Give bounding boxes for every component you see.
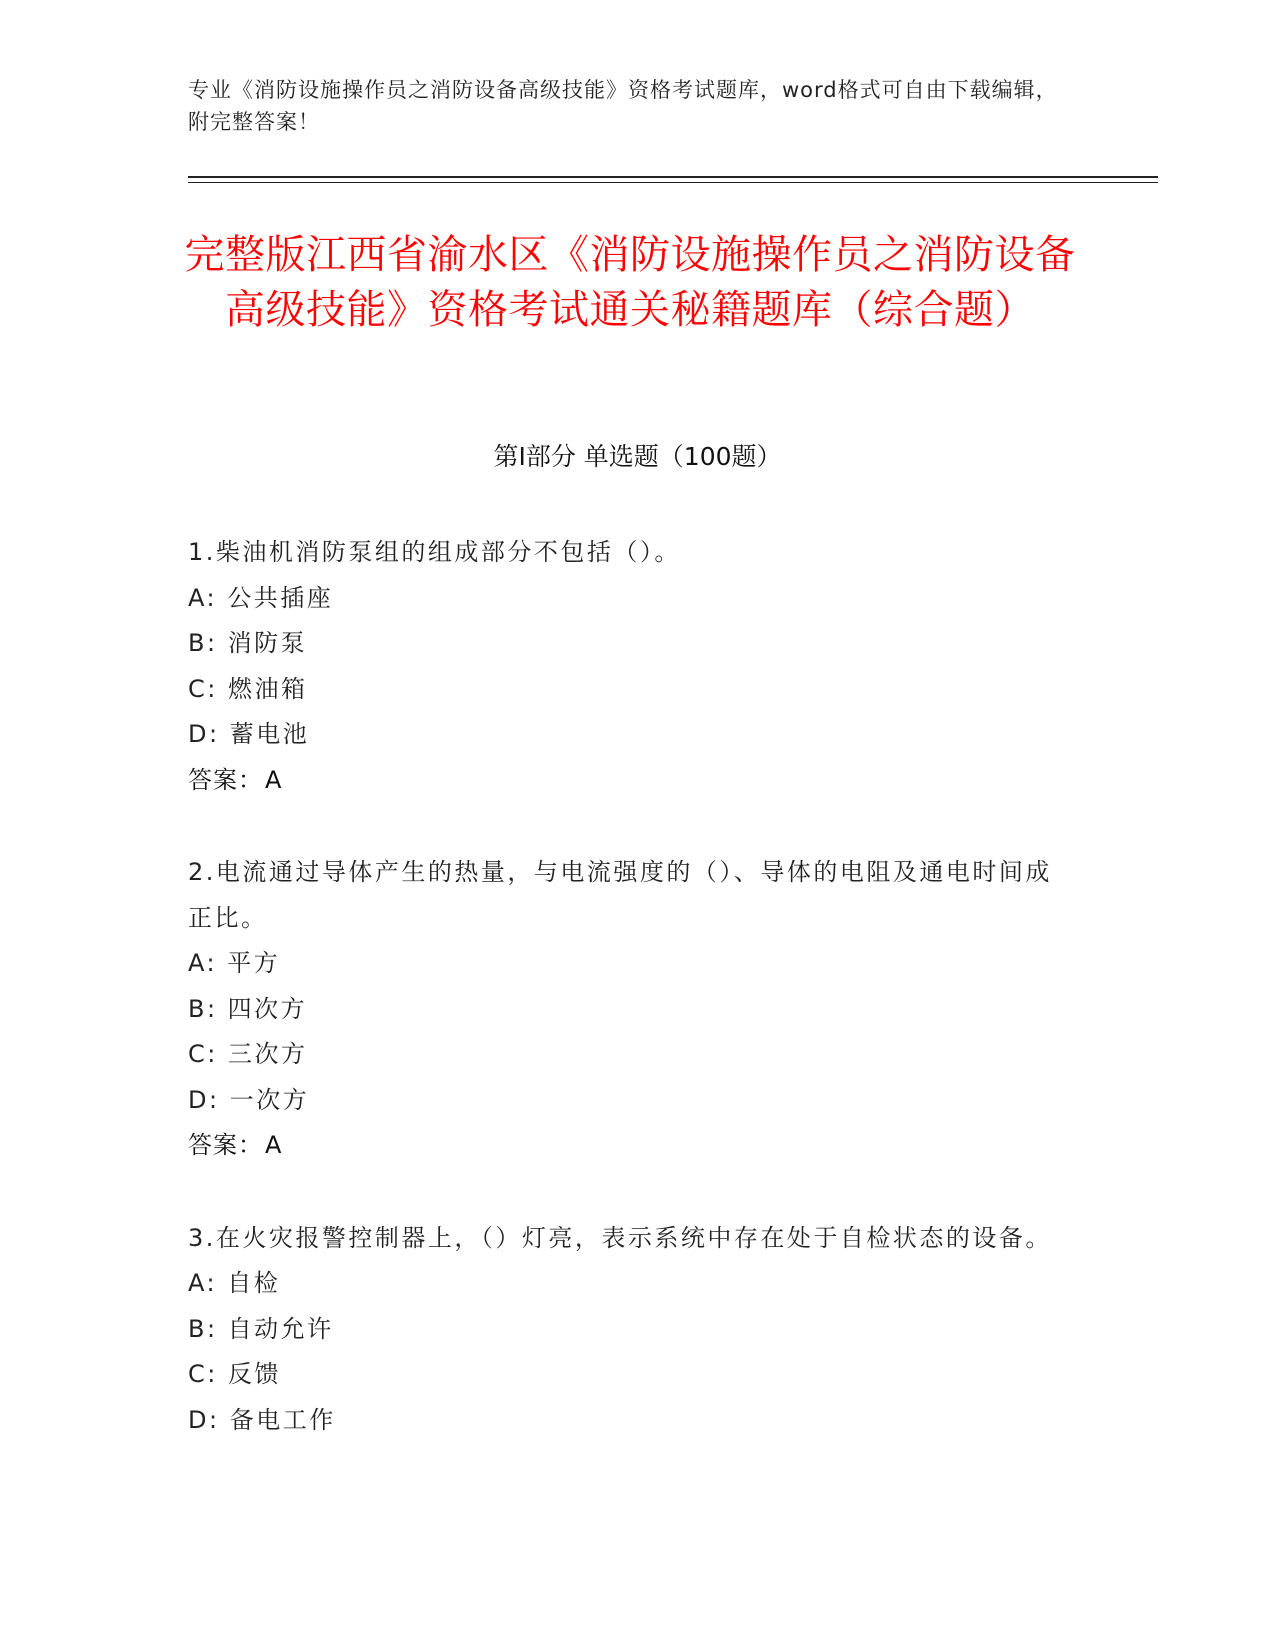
answer-label: 答案：: [188, 1131, 263, 1159]
option-c: C: 反馈: [188, 1360, 281, 1388]
question-list: [188, 530, 1068, 1490]
option-b: B: 消防泵: [188, 629, 308, 657]
option-c: C: 燃油箱: [188, 674, 308, 703]
answer-value: A: [265, 765, 283, 794]
option-d: D: 一次方: [188, 1085, 310, 1114]
question-stem: 3.在火灾报警控制器上，（）灯亮，表示系统中存在处于自检状态的设备。: [188, 1223, 1052, 1252]
question-stem: 2.电流通过导体产生的热量，与电流强度的（）、导体的电阻及通电时间成正比。: [188, 858, 1052, 932]
header-divider-thick: [188, 176, 1158, 178]
answer-label: 答案：: [188, 765, 263, 794]
answer-value: A: [265, 1131, 283, 1159]
document-title: 完整版江西省渝水区《消防设施操作员之消防设备高级技能》资格考试通关秘籍题库（综合题）: [184, 232, 1076, 333]
option-d: D: 备电工作: [188, 1405, 336, 1434]
option-b: B: 自动允许: [188, 1314, 334, 1343]
option-a: A: 平方: [188, 949, 281, 977]
header-note: 专业《消防设施操作员之消防设备高级技能》资格考试题库，word格式可自由下载编辑，附完整答案！: [188, 78, 1058, 134]
question-3: [188, 1216, 1068, 1444]
question-1: [188, 530, 1068, 803]
section-heading: 第Ⅰ部分 单选题（100题）: [493, 442, 782, 471]
header-divider-thin: [188, 182, 1158, 183]
option-c: C: 三次方: [188, 1040, 308, 1068]
option-a: A: 自检: [188, 1269, 281, 1297]
option-a: A: 公共插座: [188, 583, 334, 612]
answer-line: [188, 1123, 1068, 1169]
answer-line: [188, 758, 1068, 804]
question-stem: 1.柴油机消防泵组的组成部分不包括（）。: [188, 538, 681, 566]
option-d: D: 蓄电池: [188, 720, 310, 748]
option-b: B: 四次方: [188, 994, 308, 1023]
question-2: [188, 850, 1068, 1169]
